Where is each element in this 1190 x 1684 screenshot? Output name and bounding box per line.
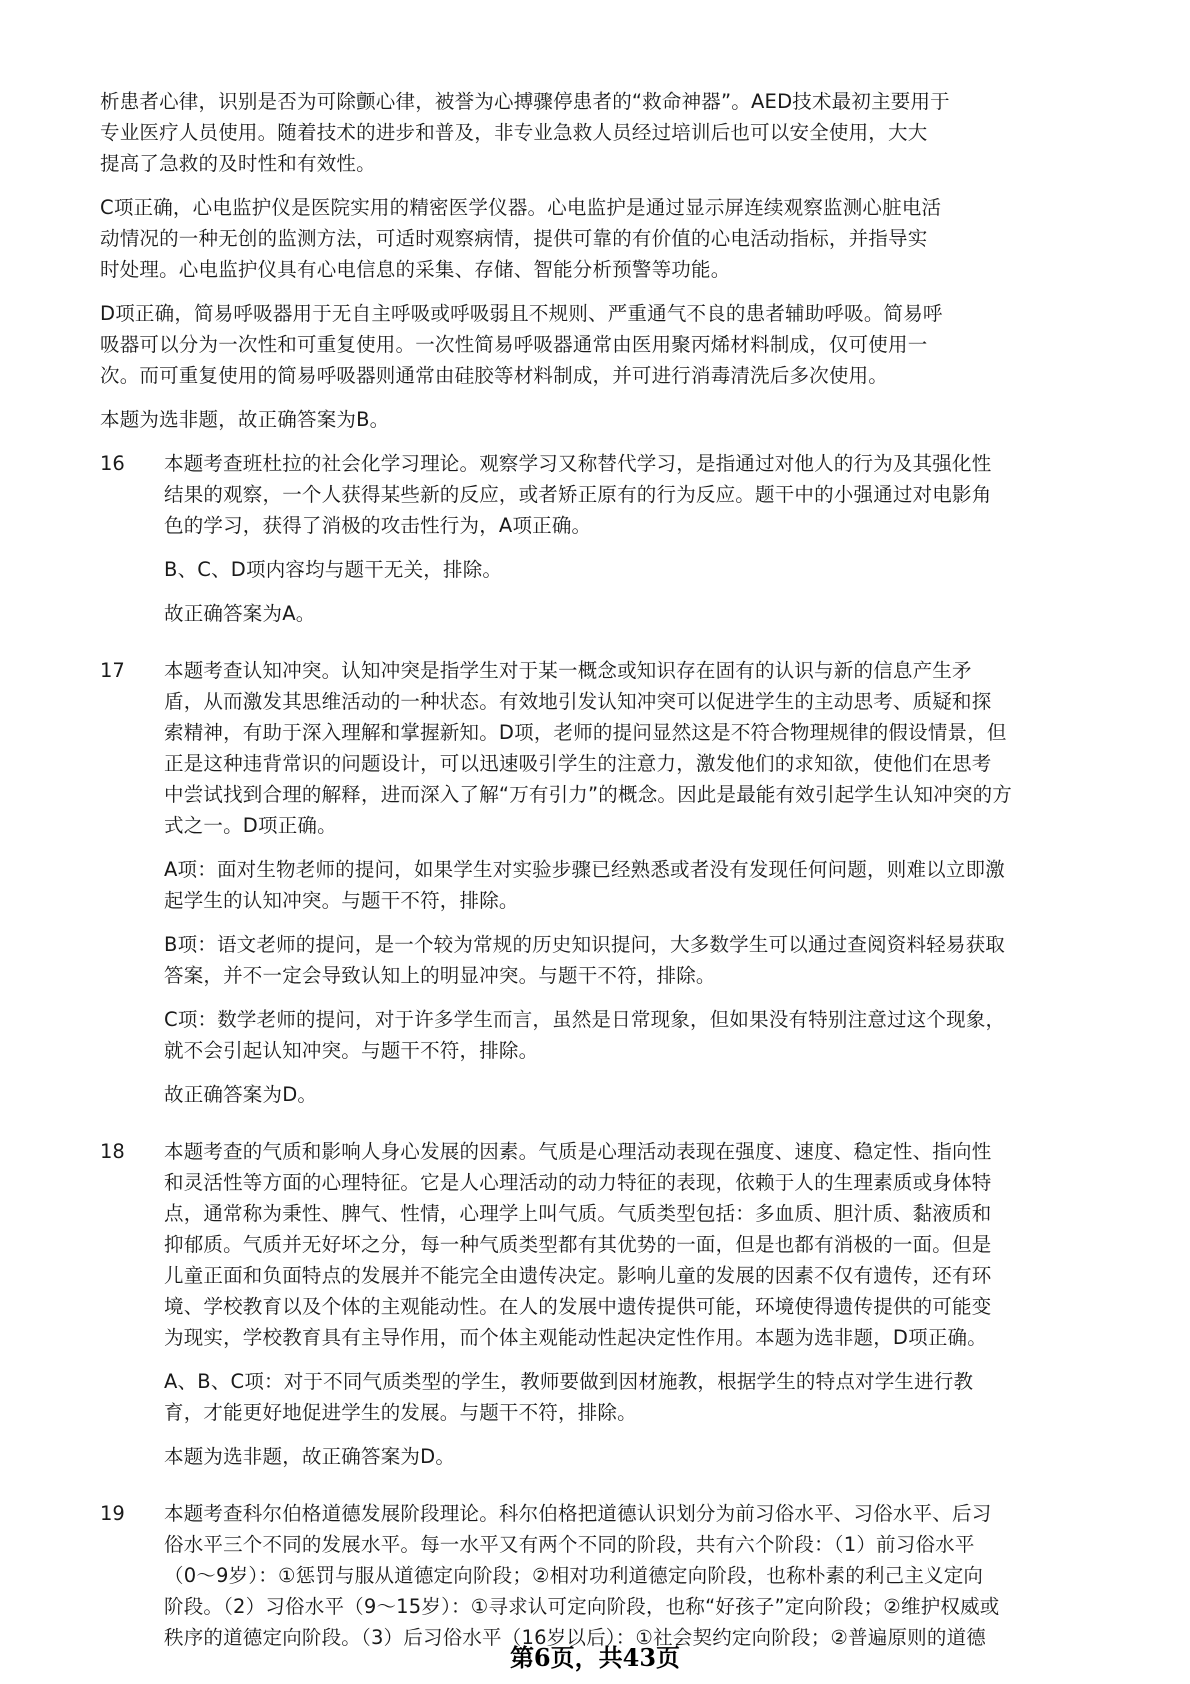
explanation-paragraph: A项：面对生物老师的提问，如果学生对实验步骤已经熟悉或者没有发现任何问题，则难以立即激 起学生的认知冲突。与题干不符，排除。: [164, 858, 1005, 912]
question-number: 19: [100, 1502, 125, 1525]
page-content: [100, 86, 1080, 1679]
explanation-paragraph: 本题考查科尔伯格道德发展阶段理论。科尔伯格把道德认识划分为前习俗水平、习俗水平、后习 俗水平三个不同的发展水平。每一水平又有两个不同的阶段，共有六个阶段：（1）前习俗水平 （0～9岁）：①惩罚与服从道德定向阶段；②相对功利道德定向阶段，也称朴素的利己主义定向 阶段。（2）习俗水平（9～15岁）：①寻求认可定向阶段，也称“好孩子”定向阶段；②维护权威或 秩序的道德定向阶段。（3）后习俗水平（16岁以后）：①社会契约定向阶段；②普遍原则的道德: [164, 1502, 1000, 1649]
question-explanation-item: [100, 1136, 1080, 1485]
question-number: 17: [100, 659, 125, 682]
answer-explanation-paragraph: 析患者心律，识别是否为可除颤心律，被誉为心搏骤停患者的“救命神器”。AED技术最初主要用于 专业医疗人员使用。随着技术的进步和普及，非专业急救人员经过培训后也可以安全使用，大大 提高了急救的及时性和有效性。: [100, 90, 950, 175]
intro-section: [100, 86, 1080, 435]
question-explanation-body: [164, 655, 1080, 1123]
explanation-paragraph: 本题考查班杜拉的社会化学习理论。观察学习又称替代学习，是指通过对他人的行为及其强化性 结果的观察，一个人获得某些新的反应，或者矫正原有的行为反应。题干中的小强通过对电影角 色的学习，获得了消极的攻击性行为，A项正确。: [164, 452, 992, 537]
question-explanation-item: [100, 448, 1080, 642]
explanation-paragraph: 本题考查认知冲突。认知冲突是指学生对于某一概念或知识存在固有的认识与新的信息产生矛 盾，从而激发其思维活动的一种状态。有效地引发认知冲突可以促进学生的主动思考、质疑和探 索精神，有助于深入理解和掌握新知。D项，老师的提问显然这是不符合物理规律的假设情景，但 正是这种违背常识的问题设计，可以迅速吸引学生的注意力，激发他们的求知欲，使他们在思考 中尝试找到合理的解释，进而深入了解“万有引力”的概念。因此是最能有效引起学生认知冲突的方 式之一。D项正确。: [164, 659, 1013, 837]
question-explanation-body: [164, 448, 1080, 642]
answer-explanation-paragraph: 本题为选非题，故正确答案为B。: [100, 408, 390, 431]
explanation-paragraph: 故正确答案为D。: [164, 1083, 318, 1106]
explanation-paragraph: B项：语文老师的提问，是一个较为常规的历史知识提问，大多数学生可以通过查阅资料轻易获取 答案，并不一定会导致认知上的明显冲突。与题干不符，排除。: [164, 933, 1005, 987]
explanation-paragraph: A、B、C项：对于不同气质类型的学生，教师要做到因材施教，根据学生的特点对学生进行教 育，才能更好地促进学生的发展。与题干不符，排除。: [164, 1370, 974, 1424]
explanation-paragraph: 本题考查的气质和影响人身心发展的因素。气质是心理活动表现在强度、速度、稳定性、指向性 和灵活性等方面的心理特征。它是人心理活动的动力特征的表现，依赖于人的生理素质或身体特 点，通常称为秉性、脾气、性情，心理学上叫气质。气质类型包括：多血质、胆汁质、黏液质和 抑郁质。气质并无好坏之分，每一种气质类型都有其优势的一面，但是也都有消极的一面。但是 儿童正面和负面特点的发展并不能完全由遗传决定。影响儿童的发展的因素不仅有遗传，还有环 境、学校教育以及个体的主观能动性。在人的发展中遗传提供可能，环境使得遗传提供的可能变 为现实，学校教育具有主导作用，而个体主观能动性起决定性作用。本题为选非题，D项正确。: [164, 1140, 992, 1349]
answer-explanation-paragraph: C项正确，心电监护仪是医院实用的精密医学仪器。心电监护是通过显示屏连续观察监测心脏电活 动情况的一种无创的监测方法，可适时观察病情，提供可靠的有价值的心电活动指标，并指导实 时处理。心电监护仪具有心电信息的采集、存储、智能分析预警等功能。: [100, 196, 942, 281]
questions-section: [100, 448, 1080, 1666]
question-number: 18: [100, 1140, 125, 1163]
question-explanation-item: [100, 655, 1080, 1123]
page-number-footer: 第6页，共43页: [509, 1643, 681, 1672]
question-number: 16: [100, 452, 125, 475]
explanation-paragraph: 本题为选非题，故正确答案为D。: [164, 1445, 456, 1468]
explanation-paragraph: 故正确答案为A。: [164, 602, 316, 625]
explanation-paragraph: B、C、D项内容均与题干无关，排除。: [164, 558, 503, 581]
question-explanation-body: [164, 1136, 1080, 1485]
explanation-paragraph: C项：数学老师的提问，对于许多学生而言，虽然是日常现象，但如果没有特别注意过这个现象， 就不会引起认知冲突。与题干不符，排除。: [164, 1008, 1006, 1062]
answer-explanation-paragraph: D项正确，简易呼吸器用于无自主呼吸或呼吸弱且不规则、严重通气不良的患者辅助呼吸。简易呼 吸器可以分为一次性和可重复使用。一次性简易呼吸器通常由医用聚丙烯材料制成，仅可使用一 次。而可重复使用的简易呼吸器则通常由硅胶等材料制成，并可进行消毒清洗后多次使用。: [100, 302, 943, 387]
